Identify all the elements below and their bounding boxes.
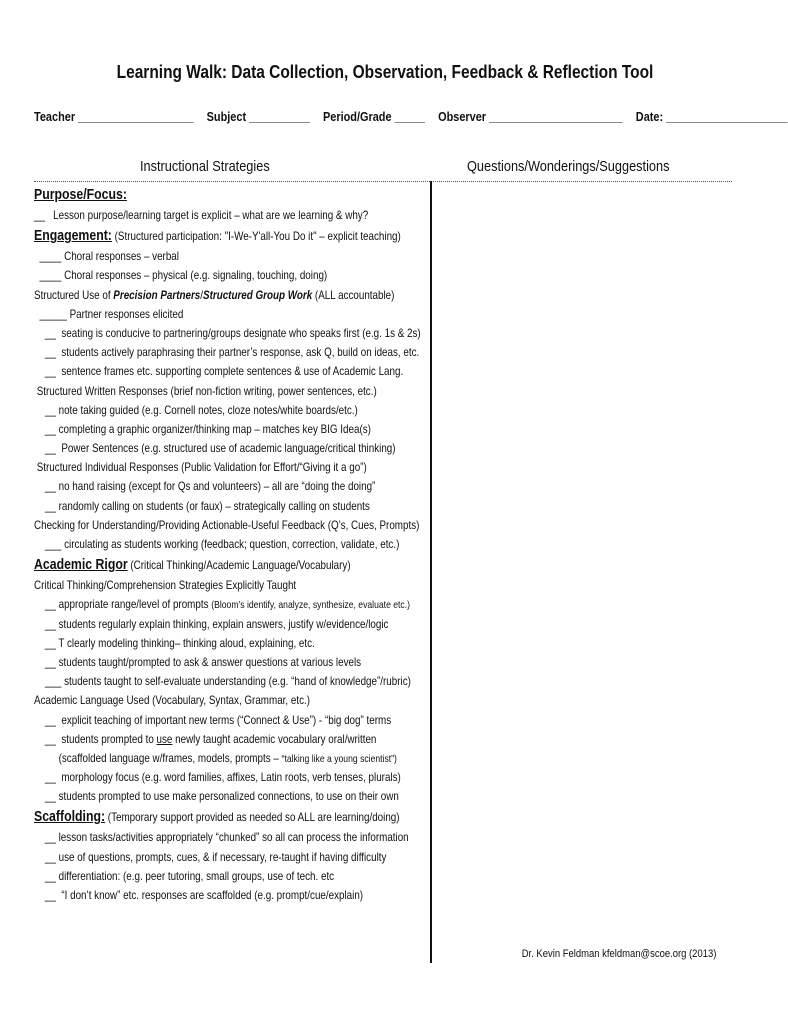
checklist-item[interactable]: ____ Choral responses – physical (e.g. signaling, touching, doing)	[34, 268, 328, 283]
observer-field[interactable]: Observer ______________________	[438, 109, 623, 124]
checklist-item[interactable]: __ students prompted to use newly taught academic vocabulary oral/written	[34, 731, 377, 746]
checklist-item[interactable]: __ sentence frames etc. supporting complete sentences & use of Academic Lang.	[34, 364, 404, 379]
subheading-academic-language: Academic Language Used (Vocabulary, Syntax, Grammar, etc.)	[34, 693, 311, 708]
checklist-item[interactable]: __ completing a graphic organizer/thinking map – matches key BIG Idea(s)	[34, 421, 371, 436]
date-field[interactable]: Date: ____________________	[635, 109, 788, 124]
checklist-item[interactable]: __ Lesson purpose/learning target is explicit – what are we learning & why?	[34, 208, 369, 222]
document-title: Learning Walk: Data Collection, Observation, Feedback & Reflection Tool	[116, 62, 654, 82]
checklist-item[interactable]: __ “I don’t know” etc. responses are scaffolded (e.g. prompt/cue/explain)	[34, 888, 364, 902]
checklist-item[interactable]: __ students taught/prompted to ask & answer questions at various levels	[34, 654, 362, 669]
checklist-item[interactable]: __ randomly calling on students (or faux) – strategically calling on students	[34, 498, 370, 513]
header-fields	[34, 109, 788, 124]
checklist-item[interactable]: __ appropriate range/level of prompts (Bloom’s identify, analyze, synthesize, evaluate etc.)	[34, 597, 410, 612]
teacher-field[interactable]: Teacher ___________________	[34, 109, 194, 124]
checklist-item[interactable]: __ students actively paraphrasing their partner’s response, ask Q, build on ideas, etc.	[34, 345, 420, 360]
checklist-item[interactable]: __ students regularly explain thinking, explain answers, justify w/evidence/logic	[34, 616, 389, 631]
subheading-written: Structured Written Responses (brief non-fiction writing, power sentences, etc.)	[34, 383, 377, 398]
checklist-item[interactable]: __ differentiation: (e.g. peer tutoring, small groups, use of tech. etc	[34, 868, 335, 883]
subheading-checking: Checking for Understanding/Providing Actionable-Useful Feedback (Q’s, Cues, Prompts)	[34, 517, 420, 532]
header-divider	[34, 181, 732, 182]
subheading-partners: Structured Use of Precision Partners/Structured Group Work (ALL accountable)	[34, 287, 395, 302]
checklist-item[interactable]: _____ Partner responses elicited	[34, 306, 184, 321]
checklist-item[interactable]: ___ circulating as students working (feedback; question, correction, validate, etc.)	[34, 537, 400, 551]
checklist-item[interactable]: __ students prompted to use make personalized connections, to use on their own	[34, 789, 399, 804]
subject-field[interactable]: Subject __________	[206, 109, 310, 124]
subheading-individual: Structured Individual Responses (Public Validation for Effort/“Giving it a go”)	[34, 460, 367, 475]
column-heading-questions: Questions/Wonderings/Suggestions	[467, 158, 670, 175]
checklist-item[interactable]: __ lesson tasks/activities appropriately “chunked” so all can process the information	[34, 830, 409, 845]
checklist-item[interactable]: __ seating is conducive to partnering/groups designate who speaks first (e.g. 1s & 2s)	[34, 325, 421, 340]
checklist-item[interactable]: __ no hand raising (except for Qs and volunteers) – all are “doing the doing”	[34, 479, 376, 494]
checklist-item-continuation: (scaffolded language w/frames, models, prompts – “talking like a young scientist”)	[34, 750, 397, 765]
subheading-critical-thinking: Critical Thinking/Comprehension Strategies Explicitly Taught	[34, 578, 297, 593]
section-heading-engagement: Engagement: (Structured participation: "I-We-Y'all-You Do it" – explicit teaching)	[34, 227, 401, 245]
checklist-item[interactable]: __ explicit teaching of important new terms (“Connect & Use”) - “big dog” terms	[34, 712, 392, 727]
section-heading-purpose: Purpose/Focus:	[34, 186, 127, 203]
checklist-item[interactable]: __ T clearly modeling thinking– thinking aloud, explaining, etc.	[34, 635, 315, 650]
checklist-item[interactable]: __ use of questions, prompts, cues, & if necessary, re-taught if having difficulty	[34, 849, 387, 864]
footer-attribution: Dr. Kevin Feldman kfeldman@scoe.org (2013)	[521, 948, 716, 960]
section-heading-scaffolding: Scaffolding: (Temporary support provided as needed so ALL are learning/doing)	[34, 808, 400, 826]
checklist-item[interactable]: __ Power Sentences (e.g. structured use of academic language/critical thinking)	[34, 441, 396, 456]
checklist-item[interactable]: __ note taking guided (e.g. Cornell notes, cloze notes/white boards/etc.)	[34, 402, 358, 417]
checklist-item[interactable]: ___ students taught to self-evaluate understanding (e.g. “hand of knowledge”/rubric)	[34, 674, 411, 689]
section-heading-rigor: Academic Rigor (Critical Thinking/Academic Language/Vocabulary)	[34, 556, 351, 574]
checklist-item[interactable]: __ morphology focus (e.g. word families, affixes, Latin roots, verb tenses, plurals)	[34, 770, 401, 785]
column-heading-strategies: Instructional Strategies	[140, 158, 270, 175]
period-grade-field[interactable]: Period/Grade _____	[322, 109, 425, 124]
strategies-column	[34, 184, 434, 905]
checklist-item[interactable]: ____ Choral responses – verbal	[34, 249, 179, 264]
